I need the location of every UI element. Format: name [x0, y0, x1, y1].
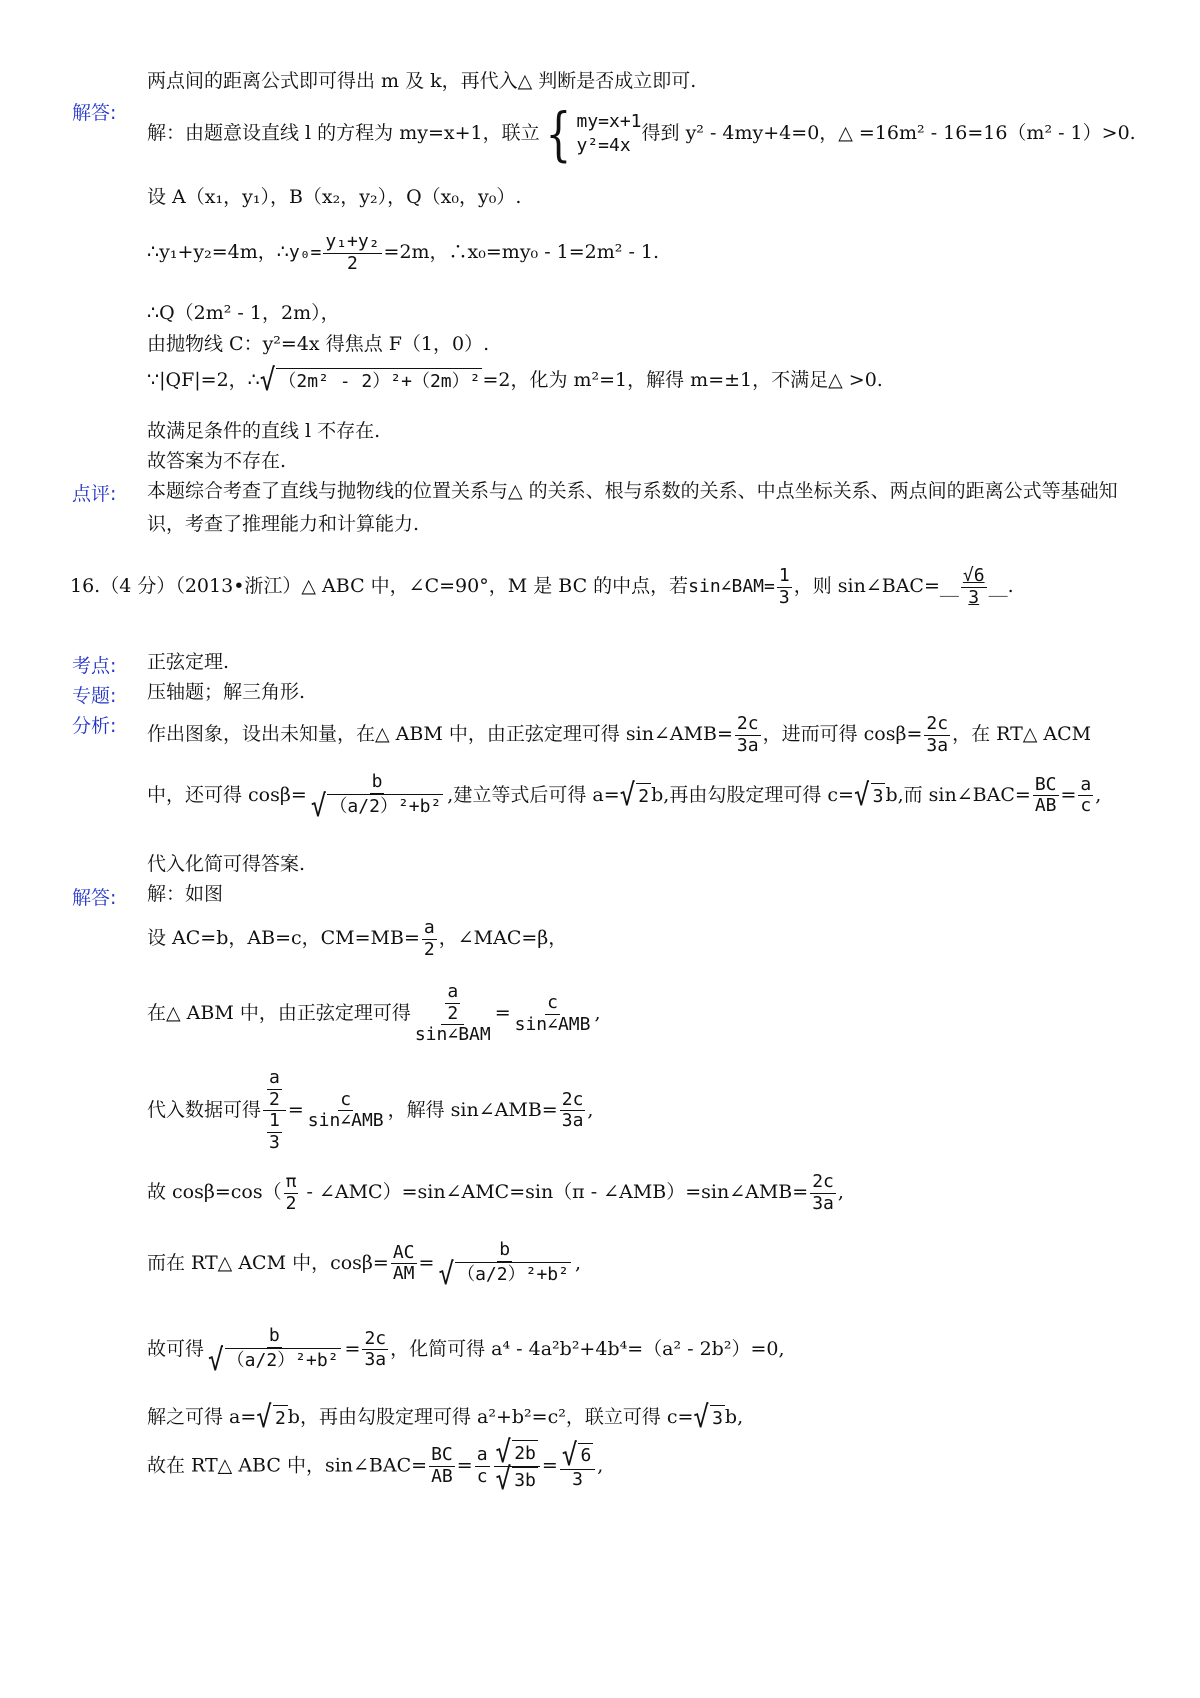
analysis-line-2: 中，还可得 cosβ= b √ （a/2）²+b² ,建立等式后可得 a= √ 2 b,再由勾股定理可得 c= √ 3 b,而 sin∠BAC= $\frac{BC}{AB}$ = $\frac{a}{c}$ ,	[147, 771, 1102, 824]
label-comment: 点评:	[72, 483, 117, 505]
solution-line-8: 故答案为不存在.	[147, 450, 287, 472]
solution-line-7: 故满足条件的直线 l 不存在.	[147, 420, 381, 442]
question-16-stem: 16.（4 分）（2013•浙江）△ ABC 中，∠C=90°，M 是 BC 的中点，若sin∠BAM= $\frac{1}{3}$ ，则 sin∠BAC=__ $\frac{√6}{3}$ __.	[70, 565, 1014, 608]
solution-line-5: 由抛物线 C：y²=4x 得焦点 F（1，0）.	[147, 333, 490, 355]
solution2-line-8: 解之可得 a= √ 2 b，再由勾股定理可得 a²+b²=c²，联立可得 c= √ 3 b,	[147, 1400, 744, 1436]
label-solution-2: 解答:	[72, 887, 117, 909]
solution2-line-1: 解：如图	[147, 883, 224, 905]
solution2-line-9: 故在 RT△ ABC 中，sin∠BAC= $\frac{BC}{AB}$ = $\frac{a}{c}$ √ 2b √ 3b = √ 6 3 ,	[147, 1435, 604, 1498]
solution2-line-7: 故可得 b √ （a/2）²+b² = $\frac{2c}{3a}$ ，化简可得 a⁴ - 4a²b²+4b⁴=（a² - 2b²）=0,	[147, 1325, 785, 1378]
label-zhuanti: 专题:	[72, 685, 117, 707]
zhuanti-text: 压轴题；解三角形.	[147, 681, 306, 703]
solution2-line-2: 设 AC=b，AB=c，CM=MB= $\frac{a}{2}$ ，∠MAC=β，	[147, 917, 568, 960]
analysis-line-1: 作出图象，设出未知量，在△ ABM 中，由正弦定理可得 sin∠AMB= $\frac{2c}{3a}$ ，进而可得 cosβ= $\frac{2c}{3a}$ ，在 RT△ ACM	[147, 713, 1092, 756]
comment-text: 本题综合考查了直线与抛物线的位置关系与△ 的关系、根与系数的关系、中点坐标关系、两点间的距离公式等基础知识，考查了推理能力和计算能力.	[147, 480, 1118, 536]
equation-system: { my=x+1 y²=4x	[545, 100, 642, 168]
solution-line-4: ∴Q（2m² - 1，2m），	[147, 302, 340, 324]
solution2-line-4: 代入数据可得 $\frac{\frac{a}{2}}{\frac{1}{3}}$ = $\frac{c}{\text{sin∠AMB}}$ ，解得 sin∠AMB= $\frac{2c}{3a}$ ,	[147, 1067, 594, 1154]
solution-line-1: 解：由题意设直线 l 的方程为 my=x+1，联立 { my=x+1 y²=4x 得到 y² - 4my+4=0，△ =16m² - 16=16（m² - 1）>0.	[147, 100, 1136, 168]
solution-line-2: 设 A（x₁，y₁），B（x₂，y₂），Q（x₀，y₀）.	[147, 186, 522, 208]
solution-line-6: ∵|QF|=2，∴ √ （2m² - 2）²+（2m）² =2，化为 m²=1，解得 m=±1，不满足△ >0.	[147, 363, 883, 399]
analysis-line-3: 代入化简可得答案.	[147, 853, 306, 875]
intro-line: 两点间的距离公式即可得出 m 及 k，再代入△ 判断是否成立即可.	[147, 70, 697, 92]
solution2-line-6: 而在 RT△ ACM 中，cosβ= $\frac{AC}{AM}$ = b √ （a/2）²+b² ,	[147, 1239, 581, 1292]
solution-line-3: ∴y₁+y₂=4m，∴y₀= $\frac{\text{y₁+y₂}}{2}$ =2m，∴x₀=my₀ - 1=2m² - 1.	[147, 231, 660, 274]
answer-blank: $\frac{√6}{3}$	[962, 565, 985, 608]
solution2-line-3: 在△ ABM 中，由正弦定理可得 $\frac{\frac{a}{2}}{\text{sin∠BAM}}$ = $\frac{c}{\text{sin∠AMB}}$ ,	[147, 981, 601, 1046]
label-fenxi: 分析:	[72, 715, 117, 737]
solution2-line-5: 故 cosβ=cos（ $\frac{\pi}{2}$ - ∠AMC）=sin∠AMC=sin（π - ∠AMB）=sin∠AMB= $\frac{2c}{3a}$ ,	[147, 1171, 844, 1214]
label-kaodian: 考点:	[72, 655, 117, 677]
label-solution: 解答:	[72, 102, 117, 124]
kaodian-text: 正弦定理.	[147, 651, 230, 673]
